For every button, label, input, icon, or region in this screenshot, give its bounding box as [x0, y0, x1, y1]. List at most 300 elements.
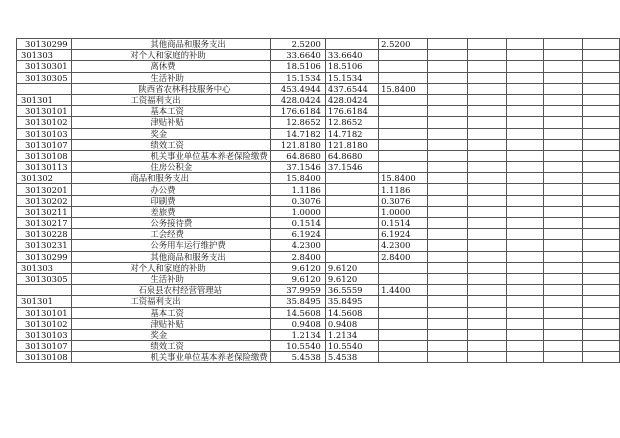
cell-code: 30130103: [17, 329, 72, 340]
cell-empty: [544, 128, 583, 139]
table-row: [17, 61, 620, 72]
cell-basic: [325, 184, 378, 195]
cell-empty: [468, 173, 507, 184]
cell-name: 绩效工资: [72, 139, 270, 150]
cell-total: 5.4538: [270, 352, 325, 363]
cell-empty: [427, 262, 467, 273]
cell-name: 奖金: [72, 329, 270, 340]
cell-empty: [544, 273, 583, 284]
table-row: [17, 195, 620, 206]
cell-empty: [544, 61, 583, 72]
cell-empty: [506, 72, 543, 83]
cell-empty: [582, 229, 619, 240]
cell-empty: [582, 61, 619, 72]
cell-empty: [506, 318, 543, 329]
cell-empty: [544, 106, 583, 117]
cell-empty: [506, 184, 543, 195]
cell-empty: [468, 184, 507, 195]
cell-code: 301303: [17, 50, 72, 61]
cell-basic: 9.6120: [325, 262, 378, 273]
cell-project: [379, 329, 428, 340]
cell-empty: [468, 39, 507, 50]
cell-project: 4.2300: [379, 240, 428, 251]
cell-project: 2.5200: [379, 39, 428, 50]
cell-empty: [544, 162, 583, 173]
cell-empty: [506, 218, 543, 229]
cell-empty: [468, 352, 507, 363]
cell-name: 工会经费: [72, 229, 270, 240]
cell-empty: [427, 285, 467, 296]
cell-total: 176.6184: [270, 106, 325, 117]
table-row: [17, 229, 620, 240]
cell-project: [379, 72, 428, 83]
cell-name: 基本工资: [72, 106, 270, 117]
table-row: [17, 262, 620, 273]
cell-empty: [506, 150, 543, 161]
cell-empty: [427, 251, 467, 262]
cell-project: [379, 106, 428, 117]
cell-name: 绩效工资: [72, 341, 270, 352]
cell-code: 30130107: [17, 341, 72, 352]
cell-empty: [582, 184, 619, 195]
cell-basic: 176.6184: [325, 106, 378, 117]
cell-name: 津贴补贴: [72, 117, 270, 128]
cell-empty: [468, 83, 507, 94]
cell-empty: [468, 285, 507, 296]
cell-basic: 14.7182: [325, 128, 378, 139]
cell-total: 15.8400: [270, 173, 325, 184]
cell-name: 其他商品和服务支出: [72, 251, 270, 262]
cell-empty: [582, 195, 619, 206]
table-row: [17, 106, 620, 117]
cell-empty: [506, 329, 543, 340]
cell-empty: [427, 106, 467, 117]
cell-project: [379, 262, 428, 273]
cell-empty: [582, 83, 619, 94]
cell-total: 9.6120: [270, 273, 325, 284]
cell-empty: [582, 218, 619, 229]
cell-empty: [427, 296, 467, 307]
cell-empty: [468, 262, 507, 273]
table-row: [17, 94, 620, 105]
cell-empty: [427, 39, 467, 50]
table-row: [17, 285, 620, 296]
cell-empty: [582, 117, 619, 128]
cell-code: 30130231: [17, 240, 72, 251]
cell-empty: [544, 318, 583, 329]
cell-empty: [582, 307, 619, 318]
cell-project: [379, 307, 428, 318]
cell-basic: 437.6544: [325, 83, 378, 94]
cell-basic: [325, 251, 378, 262]
cell-empty: [506, 61, 543, 72]
table-row: [17, 117, 620, 128]
cell-code: 30130201: [17, 184, 72, 195]
cell-code: 30130202: [17, 195, 72, 206]
cell-empty: [506, 341, 543, 352]
cell-name: 办公费: [72, 184, 270, 195]
cell-empty: [582, 173, 619, 184]
cell-code: 30130217: [17, 218, 72, 229]
cell-name: 津贴补贴: [72, 318, 270, 329]
cell-total: 4.2300: [270, 240, 325, 251]
table-row: [17, 72, 620, 83]
cell-code: 301301: [17, 296, 72, 307]
cell-basic: 1.2134: [325, 329, 378, 340]
cell-name: 工资福利支出: [72, 94, 270, 105]
cell-empty: [427, 195, 467, 206]
cell-basic: [325, 173, 378, 184]
cell-empty: [544, 341, 583, 352]
cell-code: 30130301: [17, 61, 72, 72]
cell-empty: [468, 318, 507, 329]
cell-name: 生活补助: [72, 273, 270, 284]
budget-table: [16, 38, 620, 363]
cell-empty: [427, 218, 467, 229]
cell-empty: [506, 83, 543, 94]
table-row: [17, 139, 620, 150]
table-row: [17, 352, 620, 363]
table-row: [17, 173, 620, 184]
cell-empty: [468, 139, 507, 150]
cell-empty: [506, 139, 543, 150]
cell-empty: [468, 251, 507, 262]
cell-project: 1.4400: [379, 285, 428, 296]
cell-empty: [544, 195, 583, 206]
cell-empty: [544, 262, 583, 273]
cell-total: 37.9959: [270, 285, 325, 296]
table-body: [17, 39, 620, 363]
cell-code: 30130102: [17, 117, 72, 128]
cell-basic: 10.5540: [325, 341, 378, 352]
cell-total: 18.5106: [270, 61, 325, 72]
cell-empty: [506, 162, 543, 173]
cell-empty: [468, 61, 507, 72]
cell-empty: [468, 218, 507, 229]
table-row: [17, 273, 620, 284]
cell-code: 30130299: [17, 251, 72, 262]
cell-empty: [544, 218, 583, 229]
cell-total: 428.0424: [270, 94, 325, 105]
cell-empty: [582, 296, 619, 307]
table-row: [17, 296, 620, 307]
cell-empty: [582, 352, 619, 363]
cell-basic: [325, 195, 378, 206]
cell-empty: [468, 50, 507, 61]
cell-total: 2.8400: [270, 251, 325, 262]
cell-name: 奖金: [72, 128, 270, 139]
cell-empty: [506, 117, 543, 128]
cell-basic: [325, 229, 378, 240]
cell-basic: [325, 206, 378, 217]
cell-empty: [427, 72, 467, 83]
cell-empty: [427, 128, 467, 139]
table-row: [17, 150, 620, 161]
cell-name: 机关事业单位基本养老保险缴费: [72, 352, 270, 363]
cell-empty: [544, 83, 583, 94]
table-row: [17, 341, 620, 352]
table-row: [17, 218, 620, 229]
cell-empty: [582, 139, 619, 150]
cell-empty: [582, 262, 619, 273]
cell-project: 15.8400: [379, 83, 428, 94]
cell-code: 301301: [17, 94, 72, 105]
cell-total: 453.4944: [270, 83, 325, 94]
cell-empty: [544, 39, 583, 50]
cell-code: 30130228: [17, 229, 72, 240]
cell-code: 30130108: [17, 352, 72, 363]
cell-empty: [582, 128, 619, 139]
cell-empty: [468, 106, 507, 117]
cell-total: 10.5540: [270, 341, 325, 352]
cell-code: 30130305: [17, 72, 72, 83]
cell-basic: 15.1534: [325, 72, 378, 83]
cell-empty: [427, 240, 467, 251]
cell-empty: [544, 173, 583, 184]
cell-empty: [427, 162, 467, 173]
cell-empty: [506, 307, 543, 318]
cell-empty: [468, 296, 507, 307]
cell-empty: [582, 273, 619, 284]
cell-empty: [427, 50, 467, 61]
cell-code: 301303: [17, 262, 72, 273]
cell-empty: [468, 162, 507, 173]
cell-total: 1.2134: [270, 329, 325, 340]
cell-basic: 14.5608: [325, 307, 378, 318]
cell-project: [379, 117, 428, 128]
cell-empty: [544, 50, 583, 61]
cell-empty: [506, 273, 543, 284]
cell-empty: [468, 206, 507, 217]
cell-empty: [506, 229, 543, 240]
cell-code: 30130211: [17, 206, 72, 217]
cell-code: 30130108: [17, 150, 72, 161]
cell-basic: [325, 240, 378, 251]
table-row: [17, 184, 620, 195]
cell-project: [379, 94, 428, 105]
cell-code: 301302: [17, 173, 72, 184]
cell-name: 公务用车运行维护费: [72, 240, 270, 251]
table-row: [17, 83, 620, 94]
cell-empty: [468, 117, 507, 128]
cell-code: 30130299: [17, 39, 72, 50]
cell-empty: [582, 162, 619, 173]
table-row: [17, 251, 620, 262]
cell-total: 14.7182: [270, 128, 325, 139]
cell-empty: [582, 94, 619, 105]
cell-project: [379, 318, 428, 329]
cell-empty: [582, 240, 619, 251]
cell-basic: 12.8652: [325, 117, 378, 128]
table-row: [17, 206, 620, 217]
cell-basic: 64.8680: [325, 150, 378, 161]
cell-empty: [468, 341, 507, 352]
cell-empty: [427, 173, 467, 184]
cell-empty: [468, 273, 507, 284]
cell-empty: [468, 128, 507, 139]
cell-empty: [427, 150, 467, 161]
cell-code: 30130107: [17, 139, 72, 150]
cell-name: 住房公积金: [72, 162, 270, 173]
cell-empty: [544, 285, 583, 296]
cell-empty: [506, 240, 543, 251]
cell-total: 121.8180: [270, 139, 325, 150]
cell-code: 30130103: [17, 128, 72, 139]
cell-basic: 36.5559: [325, 285, 378, 296]
cell-name: 离休费: [72, 61, 270, 72]
table-row: [17, 128, 620, 139]
cell-empty: [582, 106, 619, 117]
cell-empty: [582, 285, 619, 296]
cell-project: [379, 128, 428, 139]
cell-code: 30130101: [17, 106, 72, 117]
cell-basic: 121.8180: [325, 139, 378, 150]
cell-project: [379, 296, 428, 307]
cell-empty: [506, 262, 543, 273]
cell-empty: [427, 117, 467, 128]
cell-empty: [427, 184, 467, 195]
cell-empty: [468, 329, 507, 340]
cell-code: 30130102: [17, 318, 72, 329]
cell-empty: [544, 206, 583, 217]
cell-project: 15.8400: [379, 173, 428, 184]
cell-basic: 33.6640: [325, 50, 378, 61]
cell-empty: [544, 117, 583, 128]
cell-project: [379, 341, 428, 352]
cell-project: [379, 61, 428, 72]
cell-name: 其他商品和服务支出: [72, 39, 270, 50]
cell-name: 生活补助: [72, 72, 270, 83]
cell-project: 6.1924: [379, 229, 428, 240]
cell-project: 1.0000: [379, 206, 428, 217]
cell-empty: [544, 139, 583, 150]
cell-empty: [582, 206, 619, 217]
cell-project: [379, 352, 428, 363]
cell-empty: [544, 150, 583, 161]
cell-total: 9.6120: [270, 262, 325, 273]
cell-empty: [468, 240, 507, 251]
cell-empty: [506, 285, 543, 296]
cell-empty: [506, 128, 543, 139]
cell-empty: [427, 352, 467, 363]
cell-empty: [582, 341, 619, 352]
cell-total: 14.5608: [270, 307, 325, 318]
cell-empty: [506, 173, 543, 184]
cell-project: 2.8400: [379, 251, 428, 262]
cell-empty: [468, 150, 507, 161]
cell-total: 1.0000: [270, 206, 325, 217]
cell-basic: 18.5106: [325, 61, 378, 72]
cell-basic: 428.0424: [325, 94, 378, 105]
cell-empty: [582, 150, 619, 161]
cell-name: 商品和服务支出: [72, 173, 270, 184]
cell-name: 机关事业单位基本养老保险缴费: [72, 150, 270, 161]
cell-empty: [582, 39, 619, 50]
cell-name: 对个人和家庭的补助: [72, 262, 270, 273]
cell-empty: [427, 318, 467, 329]
cell-empty: [427, 94, 467, 105]
cell-total: 12.8652: [270, 117, 325, 128]
cell-empty: [582, 50, 619, 61]
cell-total: 6.1924: [270, 229, 325, 240]
cell-name: 石泉县农村经营管理站: [72, 285, 270, 296]
cell-project: [379, 273, 428, 284]
cell-total: 37.1546: [270, 162, 325, 173]
cell-empty: [544, 251, 583, 262]
table-row: [17, 307, 620, 318]
table-row: [17, 318, 620, 329]
cell-total: 0.1514: [270, 218, 325, 229]
cell-empty: [506, 94, 543, 105]
cell-empty: [544, 307, 583, 318]
cell-project: [379, 50, 428, 61]
cell-empty: [506, 251, 543, 262]
cell-empty: [468, 195, 507, 206]
cell-name: 印刷费: [72, 195, 270, 206]
cell-empty: [468, 72, 507, 83]
cell-basic: 35.8495: [325, 296, 378, 307]
cell-code: 30130305: [17, 273, 72, 284]
cell-empty: [427, 307, 467, 318]
cell-empty: [506, 352, 543, 363]
cell-name: 公务接待费: [72, 218, 270, 229]
cell-project: [379, 150, 428, 161]
cell-project: [379, 162, 428, 173]
cell-name: 差旅费: [72, 206, 270, 217]
cell-total: 0.9408: [270, 318, 325, 329]
cell-empty: [544, 296, 583, 307]
cell-empty: [427, 329, 467, 340]
cell-project: 1.1186: [379, 184, 428, 195]
cell-empty: [468, 229, 507, 240]
cell-empty: [468, 94, 507, 105]
cell-project: [379, 139, 428, 150]
cell-empty: [506, 39, 543, 50]
cell-total: 35.8495: [270, 296, 325, 307]
cell-basic: 5.4538: [325, 352, 378, 363]
cell-empty: [427, 139, 467, 150]
cell-name: 对个人和家庭的补助: [72, 50, 270, 61]
cell-empty: [544, 94, 583, 105]
cell-empty: [506, 296, 543, 307]
cell-project: 0.3076: [379, 195, 428, 206]
cell-empty: [468, 307, 507, 318]
table-row: [17, 50, 620, 61]
cell-total: 64.8680: [270, 150, 325, 161]
cell-empty: [582, 72, 619, 83]
cell-empty: [427, 83, 467, 94]
table-row: [17, 162, 620, 173]
cell-name: 工资福利支出: [72, 296, 270, 307]
cell-code: [17, 285, 72, 296]
cell-empty: [506, 106, 543, 117]
table-row: [17, 329, 620, 340]
cell-empty: [506, 50, 543, 61]
cell-empty: [544, 329, 583, 340]
cell-basic: [325, 39, 378, 50]
cell-code: 30130101: [17, 307, 72, 318]
cell-total: 2.5200: [270, 39, 325, 50]
cell-basic: 9.6120: [325, 273, 378, 284]
cell-name: 基本工资: [72, 307, 270, 318]
cell-empty: [427, 61, 467, 72]
cell-empty: [544, 229, 583, 240]
cell-basic: 0.9408: [325, 318, 378, 329]
cell-empty: [544, 184, 583, 195]
cell-code: [17, 83, 72, 94]
cell-code: 30130113: [17, 162, 72, 173]
cell-project: 0.1514: [379, 218, 428, 229]
